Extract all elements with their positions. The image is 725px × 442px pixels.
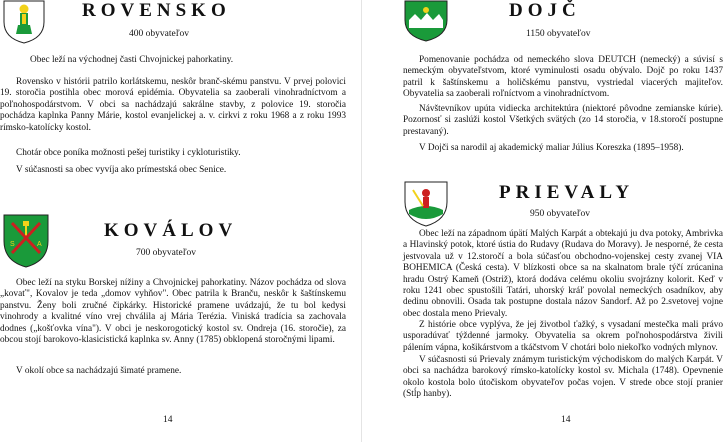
dojc-population: 1150 obyvateľov — [526, 29, 591, 39]
dojc-coat-of-arms — [403, 0, 449, 42]
dojc-title: DOJČ — [509, 0, 581, 21]
kovalov-paragraph: Obec leží na styku Borskej nížiny a Chvojnickej pahorkatiny. Názov pochádza od slova „kovať", Kovalov je teda „domov vyhňov". Obec patrila k Branču, neskôr k šaštínskemu panstvu. Ženy boli zručné čipkárky. Historické pramene uvádzajú, že tu bol kedysi vinohrody a kvalitné víno vrej chválila aj Mária Terézia. Viniská tradícia sa zachovala dodnes („košťovka vína"). V obci je neskorogotický kostol sv. Ondreja (16. storočie), za obcou stojí barokovo-klasicistická kaplnka sv. Anny (1785) obklopená storočnými lipami. — [0, 278, 346, 346]
rovensko-title: ROVENSKO — [82, 0, 231, 21]
kovalov-coat-of-arms — [2, 213, 50, 269]
kovalov-population: 700 obyvateľov — [136, 248, 197, 258]
svg-text:S: S — [10, 241, 15, 248]
prievaly-coat-of-arms — [403, 180, 449, 228]
kovalov-title: KOVÁLOV — [104, 220, 238, 241]
rovensko-paragraph: Obec leží na východnej časti Chvojnickej pahorkatiny. — [30, 55, 234, 65]
rovensko-paragraph: Rovensko v histórii patrilo korlátskemu, neskôr branč-skému panstvu. V prvej polovici 19. storočia postihla obec morová epidémia. Obyvatelia sa zaoberali vinohradníctvom a poľnohospodárstvom. V obci sa nachádzajú sakrálne stavby, z polovice 19. storočia pochádza kaplnka Panny Márie, kostol evanjelickej a. v. cirkvi z roku 1968 a z roku 1993 rímsko-katolícky kostol. — [0, 77, 346, 133]
prievaly-paragraph: V súčasnosti sú Prievaly známym turistickým východiskom do malých Karpát. V obci sa nachádza barokový rímsko-katolícky kostol sv. Michala (1748). Opevnenie okolo kostola bolo útočiskom obyvateľov počas vojen. V strede obce stojí pranier (Stĺp hanby). — [403, 355, 723, 400]
dojc-paragraph: Návštevníkov upúta vidiecka architektúra (niektoré pôvodne zemianske kúrie). Pozornosť si zaslúži kostol Všetkých svätých (zo 14 storočia, v 18.storočí postupne prestavaný). — [403, 104, 723, 137]
right-page — [363, 0, 725, 442]
left-page — [0, 0, 362, 442]
prievaly-population: 950 obyvateľov — [530, 209, 591, 219]
rovensko-coat-of-arms — [2, 0, 46, 44]
svg-text:A: A — [37, 241, 42, 248]
rovensko-paragraph: V súčasnosti sa obec vyvíja ako prímestská obec Senice. — [16, 165, 227, 175]
dojc-paragraph: Pomenovanie pochádza od nemeckého slova DEUTCH (nemecký) a súvisí s nemeckým obyvateľstvom, ktoré vyminulosti osadu obývalo. Dojč po roku 1437 patril k šaštínskemu a holičskému panstvu, vystriedal viacerých majiteľov. Obyvatelia sa zaoberali roľníctvom a vinohradníctvom. — [403, 55, 723, 100]
prievaly-title: PRIEVALY — [499, 182, 635, 203]
page-gutter — [361, 0, 362, 442]
kovalov-paragraph: V okolí obce sa nachádzajú šimaté pramene. — [16, 366, 182, 376]
prievaly-paragraph: Z histórie obce vyplýva, že jej životbol ťažký, s vysadaní mestečka mali právo usporadúvať týždenné jarmoky. Obyvatelia sa okrem poľnohospodárstva živili pálením vápna, košikárstvom a tkáčstvom V chotári bolo niekoľko vodných mlynov. — [403, 320, 723, 353]
rovensko-paragraph: Chotár obce poníka možnosti pešej turistiky i cykloturistiky. — [16, 148, 241, 158]
page-number: 14 — [163, 415, 173, 425]
prievaly-paragraph: Obec leží na západnom úpätí Malých Karpát a obtekajú ju dva potoky, Ambrivka a Hlavinský potok, ktoré ústia do Rudavy (Rudava do Moravy). Je nesporné, že cesta jestvovala už v 12.storočí a bola súčasťou obchodno-vojenskej cesty zvanej VIA BOHEMICA (Česká cesta). V blízkosti obce sa na skalnatom brale týčí zrúcanina hradu Ostrý Kameň (Ostriž), ktorá dodáva celému okoliu svojrázny kolorit. Keď v roku 1241 obec spustošili Tatári, uhorský kráľ povolal nemeckých osadníkov, aby dedinu obnovili. Osada tak postupne dostala názov Sandorf. Až po 2.svetovej vojne obec dostala meno Prievaly. — [403, 229, 723, 319]
dojc-paragraph: V Dojči sa narodil aj akademický maliar Július Koreszka (1895–1958). — [419, 143, 684, 153]
rovensko-population: 400 obyvateľov — [129, 29, 190, 39]
page-number: 14 — [561, 415, 571, 425]
